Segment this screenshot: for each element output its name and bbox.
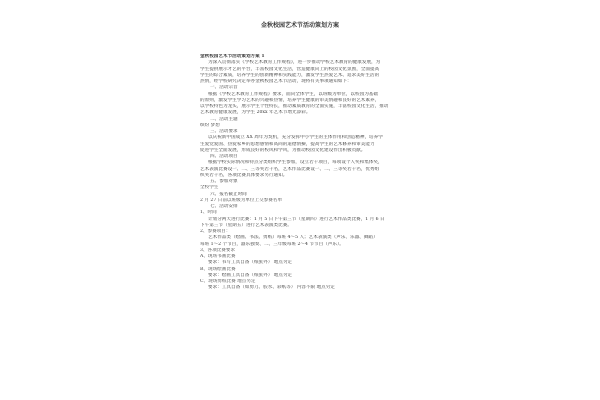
body-line: 以学校特色为龙头，展示学生个性特长，推动素质教育的全面实施，丰富校园文化生活，推动 <box>200 104 389 109</box>
document-body <box>200 54 392 292</box>
body-line: 计划分两天进行比赛：1 月 5 日下午第三节（星期四）进行艺术作品类比赛，1 月 6 日 <box>208 216 385 222</box>
body-line: 2 月 27 日前以班级为单位上交参赛名单 <box>200 197 283 203</box>
body-line: 艺术表演比赛设一、二、三等奖若干名，艺术作品比赛设一、二、三等奖若干名，优秀组 <box>200 166 380 172</box>
body-line: 学生的综合素质，培养学生的创新精神和实践能力，激发学生热爱艺术、追求美好生活的 <box>200 72 380 78</box>
body-line: B、现场绘画比赛 <box>200 266 236 272</box>
body-line: 根据学校实际情况和特点分类组织学生参加，设立若干项目，每项设个人奖和集体奖， <box>208 160 383 166</box>
body-line: 为深入贯彻落实《学校艺术教育工作规程》，进一步推动学校艺术教育的健康发展，为 <box>208 60 381 66</box>
body-line: 促进学生全面发展，形成良好的校风和学风，为推动校园文化建设作出积极贡献。 <box>200 147 366 153</box>
body-line: 艺术教育健康发展，为学生 20xx 年艺术节增光添彩。 <box>200 110 311 116</box>
body-line: 一、活动宗旨 <box>210 85 238 91</box>
body-line: 要求：书写工具自备（纸张外） 地点另定 <box>208 260 293 266</box>
body-line: 二、活动主题 <box>210 116 238 122</box>
body-line: 热情，经学校研究决定举办金秋校园艺术节活动，现将有关事项通知如下： <box>200 79 352 84</box>
body-line: 艺术作品类（绘画、书法、剪纸）每班 4～5 人；艺术表演类（声乐、乐器、舞蹈） <box>208 235 378 241</box>
body-line: 金秋校园艺术节活动策划方案 1 <box>200 54 265 59</box>
document-title: 金秋校园艺术节活动策划方案 <box>260 22 339 29</box>
body-line: 下午第三节（星期五）进行艺术表演类比赛。 <box>200 222 292 228</box>
body-line: 生爱党爱国、热爱家乡的思想感情和高尚的道德情操，提高学生的艺术修养和审美能力 <box>200 141 375 147</box>
body-line: 要求：工具自备（如剪刀、胶水、彩纸等） 内容不限 地点另定 <box>208 285 335 291</box>
body-line: 学生提供展示才艺的平台，丰富校园文化生活，营造健康向上的校园文化氛围，全面提高 <box>200 66 380 72</box>
body-line: 七、活动安排 <box>210 204 238 209</box>
body-line: C、现场剪纸比赛 地点另定 <box>200 279 256 284</box>
body-line: 每班 1～2 个节目，器乐独奏、二、三年级每班 2～4 节节目（声乐）。 <box>200 241 344 247</box>
body-line: 根据《学校艺术教育工作规程》要求，面向全体学生，以班级为单位，以校园为基础 <box>208 91 378 97</box>
body-line: 织奖若干名，各项比赛具体要求另行通知。 <box>200 172 288 178</box>
body-line: 六、报名截止时间 <box>210 191 247 197</box>
body-line: 四、活动项目 <box>210 154 238 159</box>
body-line: 3、各项比赛要求 <box>200 247 236 253</box>
body-line: 的原则，激发学生学习艺术的兴趣和热情，培养学生健康的审美情趣和良好的艺术素养， <box>200 97 380 103</box>
body-line: A、现场书画比赛 <box>200 254 236 259</box>
body-line: 以庆祝新中国成立 XX 周年为契机，充分发挥中小学生的主体作用和创造精神，培养学 <box>208 135 383 141</box>
body-line: 要求：绘画工具自备（纸张外） 地点另定 <box>208 272 293 278</box>
body-line: 2、参赛项目： <box>200 229 231 234</box>
body-line: 三、活动要求 <box>210 129 238 134</box>
body-line: 1、时间 <box>200 210 217 216</box>
body-line: 全校学生 <box>200 185 219 191</box>
body-line: 五、参加对象 <box>210 179 238 184</box>
body-line: 缤纷 梦想 <box>200 122 220 128</box>
